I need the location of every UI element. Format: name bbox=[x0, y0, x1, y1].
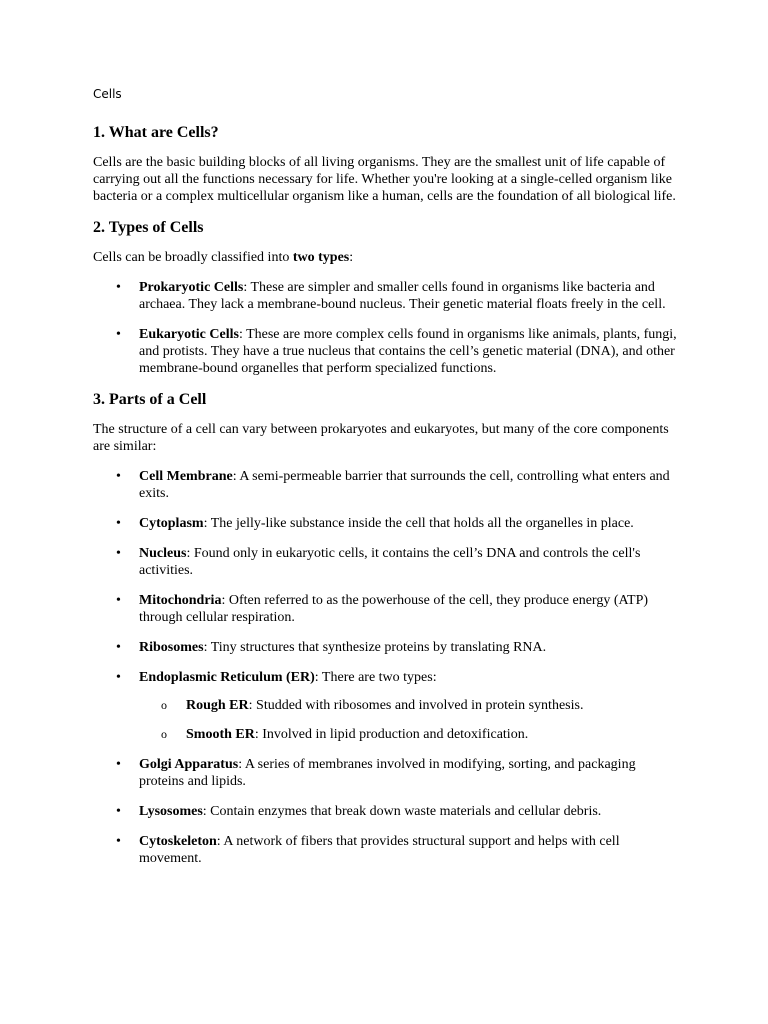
list-item-term: Endoplasmic Reticulum (ER) bbox=[139, 670, 315, 685]
list-item-text: : There are two types: bbox=[314, 670, 437, 685]
parts-intro: The structure of a cell can vary between prokaryotes and eukaryotes, but many of the core components are similar: bbox=[93, 422, 669, 454]
list-item-text: : These are simpler and smaller cells found in organisms like bacteria and archaea. They lack a membrane-bound nucleus. Their genetic material floats freely in the cell. bbox=[139, 280, 666, 312]
sublist-item-rough-er bbox=[139, 697, 683, 714]
list-item-text: : These are more complex cells found in organisms like animals, plants, fungi, and protists. They have a true nucleus that contains the cell’s genetic material (DNA), and other membrane-bound organelles that perform specialized functions. bbox=[139, 327, 677, 376]
list-item-golgi-apparatus bbox=[93, 756, 683, 790]
list-item-text: : A network of fibers that provides structural support and helps with cell movement. bbox=[139, 834, 620, 866]
list-item-term: Mitochondria bbox=[139, 593, 222, 608]
cell-types-list bbox=[93, 279, 683, 377]
types-intro: Cells can be broadly classified into two types: bbox=[93, 250, 354, 265]
list-item-text: : Contain enzymes that break down waste materials and cellular debris. bbox=[202, 804, 602, 819]
list-item-mitochondria bbox=[93, 592, 683, 626]
list-item-term: Smooth ER bbox=[186, 727, 255, 742]
section-heading-what-are-cells: 1. What are Cells? bbox=[93, 124, 219, 141]
list-item-eukaryotic bbox=[93, 326, 683, 377]
list-item-text: : A series of membranes involved in modifying, sorting, and packaging proteins and lipids. bbox=[139, 757, 636, 789]
list-item-term: Rough ER bbox=[186, 698, 249, 713]
list-item-term: Cell Membrane bbox=[139, 469, 233, 484]
er-sublist bbox=[139, 697, 683, 743]
list-item-text: : The jelly-like substance inside the cell that holds all the organelles in place. bbox=[203, 516, 634, 531]
list-item-term: Golgi Apparatus bbox=[139, 757, 239, 772]
list-item-prokaryotic bbox=[93, 279, 683, 313]
list-item-term: Lysosomes bbox=[139, 804, 203, 819]
document-page bbox=[93, 86, 683, 880]
types-intro-emphasis: two types bbox=[292, 250, 350, 265]
section-heading-types-of-cells: 2. Types of Cells bbox=[93, 219, 204, 236]
list-item-term: Nucleus bbox=[139, 546, 187, 561]
sublist-item-smooth-er bbox=[139, 726, 683, 743]
list-item-term: Eukaryotic Cells bbox=[139, 327, 239, 342]
list-item-text: : Involved in lipid production and detoxification. bbox=[254, 727, 529, 742]
section-paragraph-what-are-cells: Cells are the basic building blocks of all living organisms. They are the smallest unit of life capable of carrying out all the functions necessary for life. Whether you're looking at a single-celled organism like bacteria or a complex multicellular organism like a human, cells are the foundation of all biological life. bbox=[93, 155, 676, 204]
list-item-lysosomes bbox=[93, 803, 683, 820]
list-item-cell-membrane bbox=[93, 468, 683, 502]
list-item-text: : Tiny structures that synthesize proteins by translating RNA. bbox=[203, 640, 547, 655]
list-item-cytoskeleton bbox=[93, 833, 683, 867]
list-item-text: : A semi-permeable barrier that surrounds the cell, controlling what enters and exits. bbox=[139, 469, 670, 501]
list-item-term: Ribosomes bbox=[139, 640, 204, 655]
list-item-nucleus bbox=[93, 545, 683, 579]
list-item-term: Prokaryotic Cells bbox=[139, 280, 244, 295]
list-item-text: : Studded with ribosomes and involved in protein synthesis. bbox=[248, 698, 584, 713]
list-item-text: : Often referred to as the powerhouse of the cell, they produce energy (ATP) through cellular respiration. bbox=[139, 593, 649, 625]
list-item-term: Cytoskeleton bbox=[139, 834, 217, 849]
list-item-ribosomes bbox=[93, 639, 683, 656]
cell-parts-list bbox=[93, 468, 683, 867]
list-item-term: Cytoplasm bbox=[139, 516, 204, 531]
section-heading-parts-of-cell: 3. Parts of a Cell bbox=[93, 391, 207, 408]
document-label: Cells bbox=[93, 87, 122, 101]
list-item-cytoplasm bbox=[93, 515, 683, 532]
list-item-text: : Found only in eukaryotic cells, it contains the cell’s DNA and controls the cell's activities. bbox=[139, 546, 641, 578]
list-item-endoplasmic-reticulum bbox=[93, 669, 683, 743]
